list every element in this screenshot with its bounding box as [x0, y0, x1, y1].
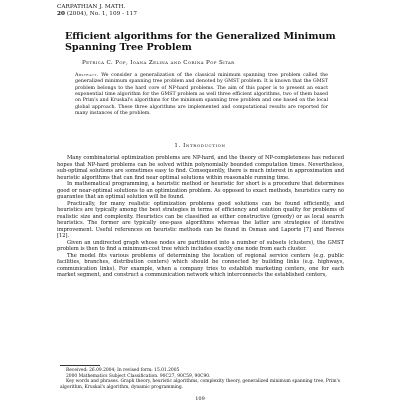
- paragraph: Given an undirected graph whose nodes are partitioned into a number of subsets (clusters), the GMST problem is then to find a minimum-cost tree which includes exactly one node from each cluster.: [57, 239, 344, 252]
- footnote: 2000 Mathematics Subject Classification. 90C27, 90C59, 90C90.: [66, 373, 211, 379]
- author-list: Petrica C. Pop, Ioana Zelina and Corina Pop Sitar: [82, 60, 235, 66]
- footnote: Key words and phrases. Graph theory, heuristic algorithms, complexity theory, generalized minimum spanning tree, Prim's algorithm, Kruskal's algorithm, dynamic programming.: [60, 379, 340, 391]
- journal-volume-line: [57, 11, 137, 18]
- paragraph: In mathematical programming, a heuristic method or heuristic for short is a procedure that determines good or near-optimal solutions to an optimization problem. As opposed to exact methods, heuristics carry no guarantee that an optimal solution will be found.: [57, 181, 344, 200]
- paragraph: Many combinatorial optimization problems are NP-hard, and the theory of NP-completeness has reduced hopes that NP-hard problems can be solved within polynomially bounded computation times. Nevertheless, sub-optimal solutions are sometimes easy to find. Consequently, there is much interest in approximation and heuristic algorithms that can find near optimal solutions within reasonable running time.: [57, 155, 344, 181]
- footnotes: [60, 368, 347, 391]
- paragraph: Practically, for many realistic optimization problems good solutions can be found efficiently, and heuristics are typically among the best strategies in terms of efficiency and solution quality for problems of realistic size and complexity. Heuristics can be classified as either constructive (greedy) or as local search heuristics. The former are typically one-pass algorithms whereas the latter are strategies of iterative improvement. Useful references on heuristic methods can be found in Osman and Laporte [7] and Reeves [12].: [57, 200, 344, 239]
- footnote: Received: 26.09.2004; In revised form: 15.01.2005: [66, 368, 180, 373]
- body-text: [57, 155, 344, 279]
- journal-volume: 20: [57, 11, 66, 18]
- paper-title: Efficient algorithms for the Generalized Minimum Spanning Tree Problem: [65, 31, 336, 53]
- journal-header: [57, 4, 137, 18]
- footnote-rule: [60, 365, 100, 366]
- journal-year-pages: (2004), No. 1, 109 - 117: [65, 11, 138, 18]
- section-heading: 1. Introduction: [174, 143, 226, 149]
- abstract-label: Abstract.: [75, 73, 99, 78]
- journal-name: CARPATHIAN J. MATH.: [57, 4, 126, 10]
- abstract-text: We consider a generalization of the classical minimum spanning tree problem called the generalized minimum spanning tree problem and denoted by GMST problem. It is known that the GMST problem belongs to the hard core of NP-hard problems. The aim of this paper is to present an exact exponential time algorithm for the GMST problem as well three efficient algorithms, two of them based on Prim's and Kruskal's algorithms for the minimum spanning tree problem and one based on the local global approach. These three algorithms are implemented and computational results are reported for many instances of the problem.: [75, 73, 328, 117]
- page-number: 109: [195, 396, 205, 402]
- paragraph: The model fits various problems of determining the location of regional service centers (e.g. public facilities, branches, distribution centers) which should be connected by building links (e.g. highways, communication links). For example, when a company tries to establish marketing centers, one for each market segment, and construct a communication network which interconnects the established centers,: [57, 252, 344, 278]
- abstract: [75, 73, 328, 117]
